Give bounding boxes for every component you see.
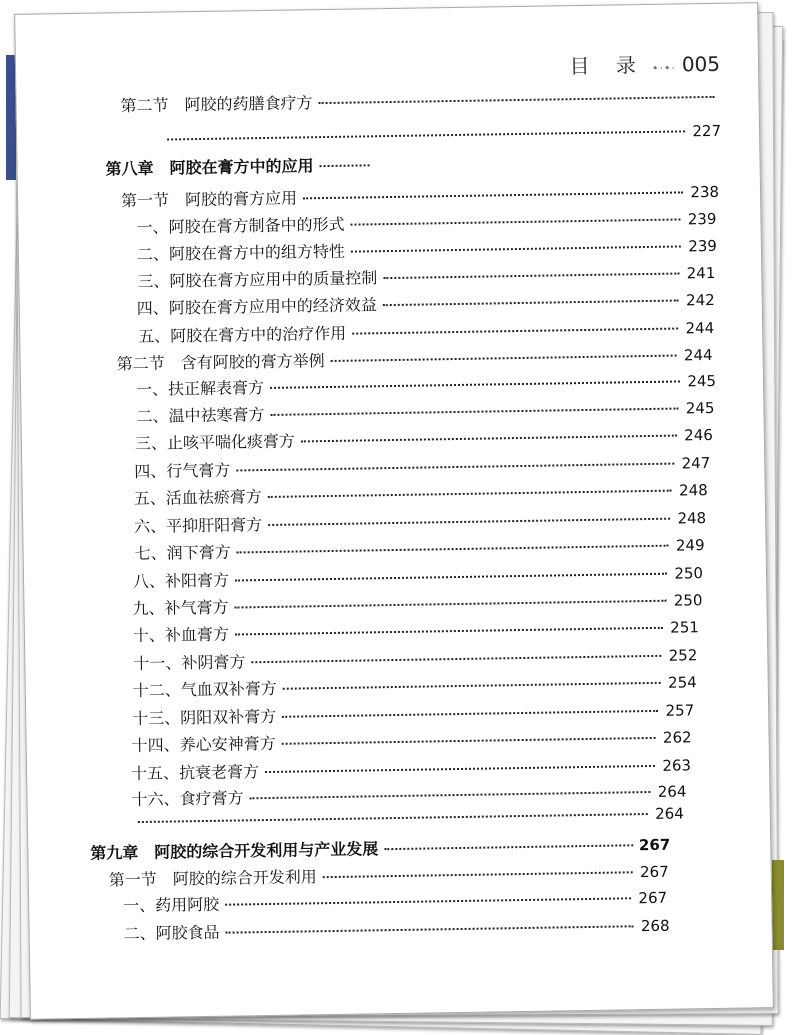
- header-page-number: 005: [682, 52, 721, 77]
- header-ornament: •·•·: [652, 62, 676, 75]
- toc-item-entry[interactable]: [133, 614, 699, 646]
- toc-page-number: 244: [684, 319, 714, 337]
- toc-dot-leader: [283, 682, 661, 690]
- toc-page-number: 250: [672, 591, 702, 609]
- toc-page-number: 245: [684, 399, 714, 417]
- toc-page-number: 245: [686, 372, 716, 390]
- toc-item-entry[interactable]: [136, 368, 716, 400]
- toc-item-entry[interactable]: [133, 642, 697, 674]
- toc-dot-leader: [236, 463, 674, 472]
- toc-item-entry[interactable]: [137, 287, 715, 319]
- toc-item-entry[interactable]: [132, 587, 702, 619]
- toc-item-entry[interactable]: [134, 505, 706, 537]
- toc-entry-label: 九、补气膏方: [132, 595, 228, 620]
- toc-page-number: 267: [637, 889, 667, 907]
- toc-page-number: 267: [639, 863, 669, 881]
- toc-item-entry[interactable]: [123, 885, 667, 917]
- toc-page-number: 250: [673, 564, 703, 582]
- toc-entry-label: 二、阿胶食品: [123, 920, 219, 945]
- toc-dot-leader: [320, 164, 370, 167]
- toc-entry-label: 十五、抗衰老膏方: [131, 759, 259, 784]
- toc-entry-label: 第二节 阿胶的药膳食疗方: [120, 90, 312, 116]
- toc-page-number: 227: [691, 122, 721, 140]
- header-title: 目 录: [569, 49, 646, 79]
- toc-section-entry[interactable]: [120, 84, 720, 116]
- toc-dot-leader: [301, 435, 677, 443]
- toc-entry-label: 一、阿胶在膏方制备中的形式: [136, 212, 344, 238]
- toc-item-entry[interactable]: [137, 260, 715, 292]
- toc-page-number: 268: [639, 917, 669, 935]
- toc-chapter-entry[interactable]: [105, 152, 405, 180]
- toc-dot-leader: [237, 545, 669, 554]
- table-of-contents: [15, 3, 773, 1019]
- toc-entry-label: 四、阿胶在膏方应用中的经济效益: [137, 292, 377, 319]
- toc-dot-leader: [270, 408, 678, 416]
- toc-dot-leader: [225, 897, 631, 905]
- toc-entry-label: 第一节 阿胶的膏方应用: [121, 185, 297, 211]
- toc-entry-label: 三、阿胶在膏方应用中的质量控制: [137, 265, 377, 292]
- toc-entry-label: 二、温中祛寒膏方: [136, 402, 264, 427]
- toc-dot-leader: [138, 813, 648, 823]
- toc-entry-label: 八、补阳膏方: [133, 568, 229, 593]
- toc-item-entry[interactable]: [137, 233, 717, 265]
- toc-entry-label: 五、活血祛瘀膏方: [134, 484, 262, 509]
- toc-entry-label: 五、阿胶在膏方中的治疗作用: [138, 321, 346, 347]
- toc-dot-leader: [249, 791, 650, 799]
- toc-dot-leader: [282, 737, 656, 745]
- toc-page-number: 247: [680, 454, 710, 472]
- toc-item-entry[interactable]: [131, 724, 691, 756]
- toc-page-number: 239: [686, 210, 716, 228]
- toc-dot-leader: [268, 490, 672, 498]
- toc-entry-label: 第二节 含有阿胶的膏方举例: [116, 348, 324, 374]
- toc-entry-label: 六、平抑肝阳膏方: [134, 512, 262, 537]
- toc-item-entry[interactable]: [135, 422, 713, 454]
- toc-dot-leader: [234, 600, 666, 609]
- toc-dot-leader: [265, 765, 655, 773]
- toc-dot-leader: [384, 844, 633, 850]
- toc-entry-label: 第九章 阿胶的综合开发利用与产业发展: [90, 836, 378, 864]
- toc-page-number: 246: [683, 426, 713, 444]
- toc-dot-leader: [235, 627, 663, 636]
- toc-item-entry[interactable]: [123, 913, 669, 945]
- toc-dot-leader: [270, 380, 680, 388]
- toc-page-number: 244: [682, 346, 712, 364]
- toc-entry-label: 第一节 阿胶的综合开发利用: [109, 864, 317, 890]
- toc-entry-label: 十二、气血双补膏方: [133, 676, 277, 701]
- toc-entry-label: 七、润下膏方: [134, 540, 230, 565]
- toc-dot-leader: [303, 191, 683, 199]
- toc-item-entry[interactable]: [136, 206, 716, 238]
- toc-page-number: 251: [669, 618, 699, 636]
- toc-dot-leader: [352, 328, 678, 335]
- toc-page-number: 248: [678, 481, 708, 499]
- toc-page-number: 248: [676, 509, 706, 527]
- toc-page-number: 241: [685, 264, 715, 282]
- toc-entry-label: 十、补血膏方: [133, 622, 229, 647]
- toc-dot-leader: [383, 300, 679, 307]
- toc-dot-leader: [226, 925, 634, 933]
- toc-entry-label: 一、药用阿胶: [123, 892, 219, 917]
- toc-page-number: 254: [667, 673, 697, 691]
- toc-entry-continuation: [161, 122, 721, 149]
- toc-page-number: 252: [667, 646, 697, 664]
- toc-dot-leader: [282, 710, 658, 718]
- toc-page-number: 267: [639, 836, 671, 854]
- toc-entry-label: 三、止咳平喘化痰膏方: [135, 429, 295, 455]
- toc-dot-leader: [331, 355, 677, 362]
- toc-page-number: 264: [654, 804, 684, 822]
- toc-page-number: 257: [664, 701, 694, 719]
- toc-page-number: 262: [661, 728, 691, 746]
- toc-item-entry[interactable]: [132, 697, 694, 729]
- toc-item-entry[interactable]: [134, 532, 704, 564]
- toc-dot-leader: [268, 518, 670, 526]
- toc-dot-leader: [319, 96, 715, 104]
- toc-dot-leader: [235, 573, 667, 582]
- toc-page-number: 239: [687, 237, 717, 255]
- toc-dot-leader: [351, 245, 681, 252]
- toc-page-number: 263: [661, 756, 691, 774]
- toc-dot-leader: [323, 871, 633, 878]
- toc-dot-leader: [251, 655, 661, 663]
- toc-entry-label: 十四、养心安神膏方: [131, 731, 275, 756]
- toc-item-entry[interactable]: [133, 669, 697, 701]
- toc-page-number: 249: [674, 536, 704, 554]
- toc-page-number: 238: [689, 183, 719, 201]
- toc-item-entry[interactable]: [136, 395, 714, 427]
- toc-entry-label: 四、行气膏方: [134, 458, 230, 483]
- toc-item-entry[interactable]: [133, 560, 703, 592]
- toc-item-entry[interactable]: [134, 450, 710, 482]
- toc-dot-leader: [167, 130, 685, 140]
- toc-page-number: 242: [685, 291, 715, 309]
- toc-entry-label: 二、阿胶在膏方中的组方特性: [137, 239, 345, 265]
- toc-entry-label: 十三、阴阳双补膏方: [132, 704, 276, 729]
- toc-chapter-entry[interactable]: [90, 832, 670, 864]
- toc-entry-label: 十一、补阴膏方: [133, 649, 245, 674]
- olive-edge-accent: [772, 860, 784, 950]
- toc-item-entry[interactable]: [134, 477, 708, 509]
- toc-dot-leader: [350, 218, 680, 225]
- toc-entry-label: 第八章 阿胶在膏方中的应用: [105, 153, 313, 179]
- toc-entry-label: 十六、食疗膏方: [131, 785, 243, 810]
- toc-page: [14, 2, 774, 1020]
- toc-entry-label: 一、扶正解表膏方: [136, 375, 264, 400]
- toc-page-number: 264: [656, 782, 686, 800]
- toc-dot-leader: [383, 272, 679, 279]
- toc-item-entry[interactable]: [138, 315, 714, 347]
